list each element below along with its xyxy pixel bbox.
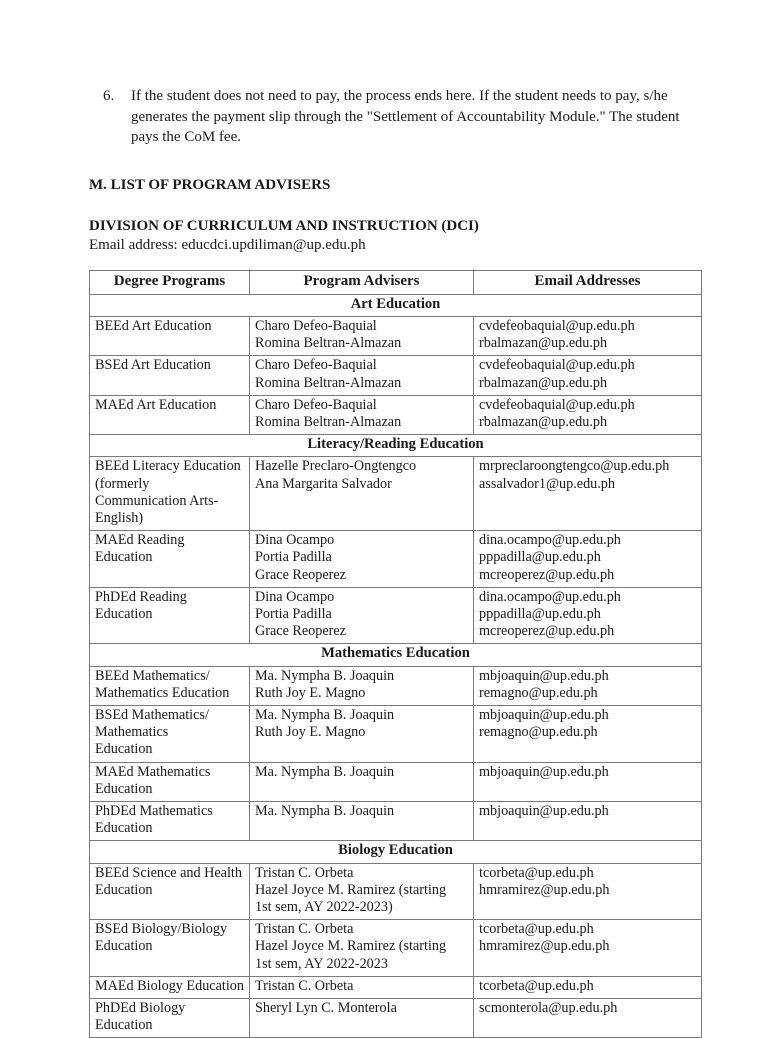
section-header-row xyxy=(90,841,702,863)
cell-line: Ana Margarita Salvador xyxy=(255,476,468,493)
table-row xyxy=(90,666,702,705)
cell-line: rbalmazan@up.edu.ph xyxy=(479,375,696,392)
division-email: Email address: educdci.updiliman@up.edu.ph xyxy=(89,236,698,256)
cell-line: (formerly xyxy=(95,476,244,493)
cell-degree-program xyxy=(90,395,250,434)
cell-line: pppadilla@up.edu.ph xyxy=(479,606,696,623)
cell-line: PhDEd Mathematics xyxy=(95,803,244,820)
cell-line: Sheryl Lyn C. Monterola xyxy=(255,1000,468,1017)
section-header-label: Literacy/Reading Education xyxy=(90,435,702,457)
cell-line: Hazel Joyce M. Ramirez (starting xyxy=(255,882,468,899)
cell-email-addresses xyxy=(474,801,702,840)
cell-line: Tristan C. Orbeta xyxy=(255,865,468,882)
cell-line: BEEd Literacy Education xyxy=(95,458,244,475)
cell-line: hmramirez@up.edu.ph xyxy=(479,938,696,955)
table-row xyxy=(90,801,702,840)
list-item-step-6 xyxy=(89,86,698,148)
cell-degree-program xyxy=(90,356,250,395)
cell-line: Education xyxy=(95,882,244,899)
cell-line: Tristan C. Orbeta xyxy=(255,978,468,995)
cell-line: rbalmazan@up.edu.ph xyxy=(479,414,696,431)
cell-program-advisers xyxy=(250,999,474,1038)
cell-email-addresses xyxy=(474,762,702,801)
cell-email-addresses xyxy=(474,976,702,998)
cell-line: Grace Reoperez xyxy=(255,567,468,584)
division-block xyxy=(89,217,698,256)
cell-line: Portia Padilla xyxy=(255,549,468,566)
cell-email-addresses xyxy=(474,316,702,355)
section-header-row xyxy=(90,435,702,457)
table-row xyxy=(90,395,702,434)
cell-email-addresses xyxy=(474,457,702,531)
cell-line: mbjoaquin@up.edu.ph xyxy=(479,668,696,685)
numbered-list xyxy=(89,86,698,148)
cell-degree-program xyxy=(90,531,250,588)
cell-degree-program xyxy=(90,666,250,705)
cell-line: BSEd Biology/Biology xyxy=(95,921,244,938)
table-row xyxy=(90,587,702,644)
cell-line: Ma. Nympha B. Joaquin xyxy=(255,707,468,724)
cell-degree-program xyxy=(90,999,250,1038)
column-header-program-advisers: Program Advisers xyxy=(250,270,474,294)
cell-line: cvdefeobaquial@up.edu.ph xyxy=(479,318,696,335)
cell-line: remagno@up.edu.ph xyxy=(479,685,696,702)
cell-line: Education xyxy=(95,781,244,798)
table-row xyxy=(90,316,702,355)
table-row xyxy=(90,457,702,531)
cell-line: MAEd Art Education xyxy=(95,397,244,414)
cell-line: MAEd Mathematics xyxy=(95,764,244,781)
cell-line: tcorbeta@up.edu.ph xyxy=(479,865,696,882)
section-header-label: Art Education xyxy=(90,294,702,316)
page-title: M. LIST OF PROGRAM ADVISERS xyxy=(89,176,698,195)
cell-program-advisers xyxy=(250,920,474,977)
cell-email-addresses xyxy=(474,395,702,434)
cell-line: Romina Beltran-Almazan xyxy=(255,414,468,431)
cell-email-addresses xyxy=(474,705,702,762)
table-row xyxy=(90,976,702,998)
table-row xyxy=(90,863,702,920)
cell-line: 1st sem, AY 2022-2023) xyxy=(255,899,468,916)
cell-email-addresses xyxy=(474,666,702,705)
cell-line: 1st sem, AY 2022-2023 xyxy=(255,956,468,973)
table-header xyxy=(90,270,702,294)
cell-email-addresses xyxy=(474,920,702,977)
cell-email-addresses xyxy=(474,999,702,1038)
table-row xyxy=(90,356,702,395)
program-advisers-table xyxy=(89,270,702,1038)
spacer xyxy=(89,195,698,217)
cell-line: pppadilla@up.edu.ph xyxy=(479,549,696,566)
cell-line: mrpreclaroongtengco@up.edu.ph xyxy=(479,458,696,475)
cell-line: Hazelle Preclaro-Ongtengco xyxy=(255,458,468,475)
cell-line: tcorbeta@up.edu.ph xyxy=(479,978,696,995)
cell-line: Dina Ocampo xyxy=(255,532,468,549)
cell-program-advisers xyxy=(250,801,474,840)
cell-line: Romina Beltran-Almazan xyxy=(255,375,468,392)
cell-degree-program xyxy=(90,705,250,762)
table-row xyxy=(90,705,702,762)
cell-line: cvdefeobaquial@up.edu.ph xyxy=(479,397,696,414)
cell-line: Education xyxy=(95,938,244,955)
cell-line: remagno@up.edu.ph xyxy=(479,724,696,741)
spacer xyxy=(89,148,698,176)
cell-program-advisers xyxy=(250,587,474,644)
cell-program-advisers xyxy=(250,531,474,588)
cell-line: hmramirez@up.edu.ph xyxy=(479,882,696,899)
cell-degree-program xyxy=(90,316,250,355)
cell-program-advisers xyxy=(250,863,474,920)
cell-program-advisers xyxy=(250,666,474,705)
division-heading: DIVISION OF CURRICULUM AND INSTRUCTION (DCI) xyxy=(89,217,698,237)
cell-email-addresses xyxy=(474,587,702,644)
cell-line: cvdefeobaquial@up.edu.ph xyxy=(479,357,696,374)
cell-line: Mathematics Education xyxy=(95,685,244,702)
cell-line: BEEd Mathematics/ xyxy=(95,668,244,685)
cell-email-addresses xyxy=(474,356,702,395)
cell-degree-program xyxy=(90,863,250,920)
cell-line: PhDEd Biology xyxy=(95,1000,244,1017)
cell-degree-program xyxy=(90,976,250,998)
table-row xyxy=(90,999,702,1038)
cell-line: rbalmazan@up.edu.ph xyxy=(479,335,696,352)
cell-program-advisers xyxy=(250,395,474,434)
cell-program-advisers xyxy=(250,316,474,355)
cell-degree-program xyxy=(90,801,250,840)
cell-line: dina.ocampo@up.edu.ph xyxy=(479,589,696,606)
table-row xyxy=(90,762,702,801)
cell-line: dina.ocampo@up.edu.ph xyxy=(479,532,696,549)
cell-line: Education xyxy=(95,1017,244,1034)
cell-line: Tristan C. Orbeta xyxy=(255,921,468,938)
section-header-label: Mathematics Education xyxy=(90,644,702,666)
cell-line: Ma. Nympha B. Joaquin xyxy=(255,764,468,781)
cell-degree-program xyxy=(90,587,250,644)
cell-program-advisers xyxy=(250,705,474,762)
column-header-email-addresses: Email Addresses xyxy=(474,270,702,294)
cell-line: Education xyxy=(95,549,244,566)
cell-email-addresses xyxy=(474,863,702,920)
cell-line: Education xyxy=(95,606,244,623)
table-row xyxy=(90,531,702,588)
column-header-degree-programs: Degree Programs xyxy=(90,270,250,294)
section-header-label: Biology Education xyxy=(90,841,702,863)
cell-line: Ruth Joy E. Magno xyxy=(255,724,468,741)
cell-program-advisers xyxy=(250,356,474,395)
cell-line: Charo Defeo-Baquial xyxy=(255,357,468,374)
list-marker: 6. xyxy=(103,86,114,107)
cell-line: Charo Defeo-Baquial xyxy=(255,318,468,335)
cell-program-advisers xyxy=(250,457,474,531)
table-row xyxy=(90,920,702,977)
cell-line: Communication Arts- xyxy=(95,493,244,510)
cell-line: Ma. Nympha B. Joaquin xyxy=(255,668,468,685)
section-header-row xyxy=(90,294,702,316)
cell-program-advisers xyxy=(250,976,474,998)
cell-line: mcreoperez@up.edu.ph xyxy=(479,567,696,584)
cell-line: BEEd Science and Health xyxy=(95,865,244,882)
cell-email-addresses xyxy=(474,531,702,588)
cell-line: mbjoaquin@up.edu.ph xyxy=(479,707,696,724)
cell-line: Grace Reoperez xyxy=(255,623,468,640)
cell-line: Dina Ocampo xyxy=(255,589,468,606)
cell-degree-program xyxy=(90,457,250,531)
cell-line: scmonterola@up.edu.ph xyxy=(479,1000,696,1017)
cell-line: Education xyxy=(95,820,244,837)
cell-line: BSEd Art Education xyxy=(95,357,244,374)
cell-line: Hazel Joyce M. Ramirez (starting xyxy=(255,938,468,955)
cell-line: mcreoperez@up.edu.ph xyxy=(479,623,696,640)
cell-line: BSEd Mathematics/ xyxy=(95,707,244,724)
cell-line: Mathematics xyxy=(95,724,244,741)
cell-line: tcorbeta@up.edu.ph xyxy=(479,921,696,938)
cell-line: mbjoaquin@up.edu.ph xyxy=(479,803,696,820)
cell-line: mbjoaquin@up.edu.ph xyxy=(479,764,696,781)
cell-line: Ruth Joy E. Magno xyxy=(255,685,468,702)
cell-line: Charo Defeo-Baquial xyxy=(255,397,468,414)
cell-line: English) xyxy=(95,510,244,527)
cell-line: Education xyxy=(95,741,244,758)
cell-program-advisers xyxy=(250,762,474,801)
cell-line: Portia Padilla xyxy=(255,606,468,623)
cell-line: BEEd Art Education xyxy=(95,318,244,335)
list-item-text: If the student does not need to pay, the process ends here. If the student needs to pay, s/he generates the payment slip through the "Settlement of Accountability Module." The student pays the CoM fee. xyxy=(131,88,680,145)
cell-line: MAEd Biology Education xyxy=(95,978,244,995)
cell-degree-program xyxy=(90,920,250,977)
cell-degree-program xyxy=(90,762,250,801)
cell-line: PhDEd Reading xyxy=(95,589,244,606)
cell-line: MAEd Reading xyxy=(95,532,244,549)
table-header-row xyxy=(90,270,702,294)
cell-line: assalvador1@up.edu.ph xyxy=(479,476,696,493)
cell-line: Ma. Nympha B. Joaquin xyxy=(255,803,468,820)
table-body xyxy=(90,294,702,1038)
cell-line: Romina Beltran-Almazan xyxy=(255,335,468,352)
section-header-row xyxy=(90,644,702,666)
